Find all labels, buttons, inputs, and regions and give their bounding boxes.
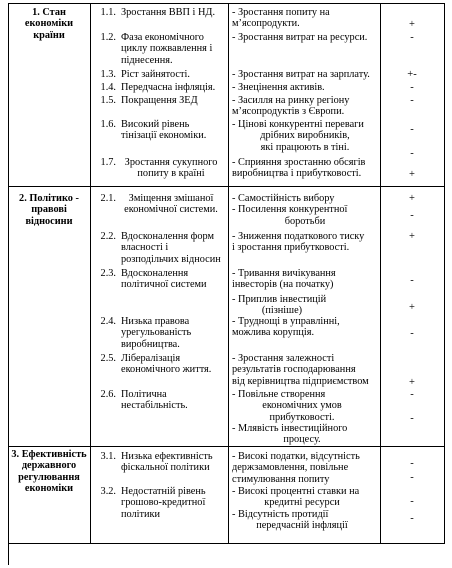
effect-text: - Зростання витрат на зарплату. <box>232 69 370 80</box>
factor-text: Передчасна інфляція. <box>121 82 216 93</box>
row-number: 1.3. <box>100 69 116 80</box>
effect-text: - Високі податки, відсутність держзамовлення, повільне стимулювання попиту <box>232 451 360 485</box>
impact-sign: + <box>409 377 415 388</box>
impact-sign: - <box>410 95 414 106</box>
row-number: 2.2. <box>100 231 116 242</box>
factor-text: Фаза економічного циклу пожвавлення і піднесення. <box>121 32 213 66</box>
row-number: 1.1. <box>100 7 116 18</box>
impact-sign: - <box>410 389 414 400</box>
table-border-right <box>444 3 445 544</box>
row-number: 2.5. <box>100 353 116 364</box>
section-title: 1. Стан економіки країни <box>24 7 74 41</box>
factor-text: Покращення ЗЕД <box>121 95 198 106</box>
factor-text: Недостатній рівень грошово-кредитної політики <box>121 486 206 520</box>
impact-sign: - <box>410 472 414 483</box>
effect-text: - Самостійність вибору - Посилення конкурентної боротьби <box>232 193 348 227</box>
factor-text: Зростання сукупного попиту в країні <box>124 157 218 180</box>
section-divider-1 <box>8 186 445 187</box>
factor-text: Політична нестабільність. <box>121 389 188 412</box>
column-divider-1 <box>90 3 91 544</box>
impact-sign: + <box>409 19 415 30</box>
factor-text: Лібералізація економічного життя. <box>121 353 212 376</box>
impact-sign: - <box>410 124 414 135</box>
impact-sign: - <box>410 82 414 93</box>
factor-text: Зростання ВВП і НД. <box>121 7 216 18</box>
impact-sign: + <box>409 193 415 204</box>
factor-text: Зміщення змішаної економічної системи. <box>124 193 218 216</box>
section-title: 3. Ефективність державного регулювання економіки <box>11 449 87 494</box>
factor-text: Низька ефективність фіскальної політики <box>121 451 213 474</box>
row-number: 2.3. <box>100 268 116 279</box>
effect-text: - Зниження податкового тиску і зростання прибутковості. <box>232 231 365 254</box>
column-divider-3 <box>380 3 381 544</box>
impact-sign: + <box>409 169 415 180</box>
effect-text: - Повільне створення економічних умов прибутковості. - Млявість інвестиційного процесу. <box>232 389 348 446</box>
table-border-top <box>8 3 445 4</box>
impact-sign: - <box>410 148 414 159</box>
table-border-bottom <box>8 543 445 544</box>
row-number: 1.5. <box>100 95 116 106</box>
impact-sign: - <box>410 275 414 286</box>
section-divider-2 <box>8 446 445 447</box>
effect-text: - Зростання залежності результатів господарювання від керівництва підприємством <box>232 353 369 387</box>
effect-text: - Знецінення активів. <box>232 82 325 93</box>
factor-text: Низька правова урегульованість виробництва. <box>121 316 192 350</box>
effect-text: - Зростання попиту на м’ясопродукти. <box>232 7 330 30</box>
impact-sign: + <box>409 231 415 242</box>
impact-sign: - <box>410 496 414 507</box>
row-number: 2.6. <box>100 389 116 400</box>
factor-text: Ріст зайнятості. <box>121 69 190 80</box>
impact-sign: - <box>410 328 414 339</box>
row-number: 1.6. <box>100 119 116 130</box>
impact-sign: + <box>409 302 415 313</box>
effect-text: - Труднощі в управлінні, можлива корупція. <box>232 316 340 339</box>
row-number: 1.4. <box>100 82 116 93</box>
effect-text: - Цінові конкурентні переваги дрібних виробників, які працюють в тіні. <box>232 119 364 153</box>
impact-sign: +- <box>407 69 417 80</box>
effect-text: - Сприяння зростанню обсягів виробництва і прибутковості. <box>232 157 366 180</box>
row-number: 1.7. <box>100 157 116 168</box>
impact-sign: - <box>410 32 414 43</box>
impact-sign: - <box>410 458 414 469</box>
row-number: 3.2. <box>100 486 116 497</box>
effect-text: - Засилля на ринку регіону м’ясопродуктів з Європи. <box>232 95 350 118</box>
row-number: 2.1. <box>100 193 116 204</box>
impact-sign: - <box>410 210 414 221</box>
effect-text: - Тривання вичікування інвесторів (на початку) - Приплив інвестицій (пізніше) <box>232 268 336 316</box>
row-number: 2.4. <box>100 316 116 327</box>
impact-sign: - <box>410 513 414 524</box>
factor-text: Високий рівень тінізації економіки. <box>121 119 207 142</box>
effect-text: - Зростання витрат на ресурси. <box>232 32 368 43</box>
column-divider-2 <box>228 3 229 544</box>
section-title: 2. Політико - правові відносини <box>19 193 79 227</box>
row-number: 3.1. <box>100 451 116 462</box>
row-number: 1.2. <box>100 32 116 43</box>
effect-text: - Високі процентні ставки на кредитні ресурси - Відсутність протидії передчасній інфляції <box>232 486 360 531</box>
factor-text: Вдосконалення політичної системи <box>121 268 207 291</box>
factor-text: Вдосконалення форм власності і розподільчих відносин <box>121 231 221 265</box>
impact-sign: - <box>410 413 414 424</box>
